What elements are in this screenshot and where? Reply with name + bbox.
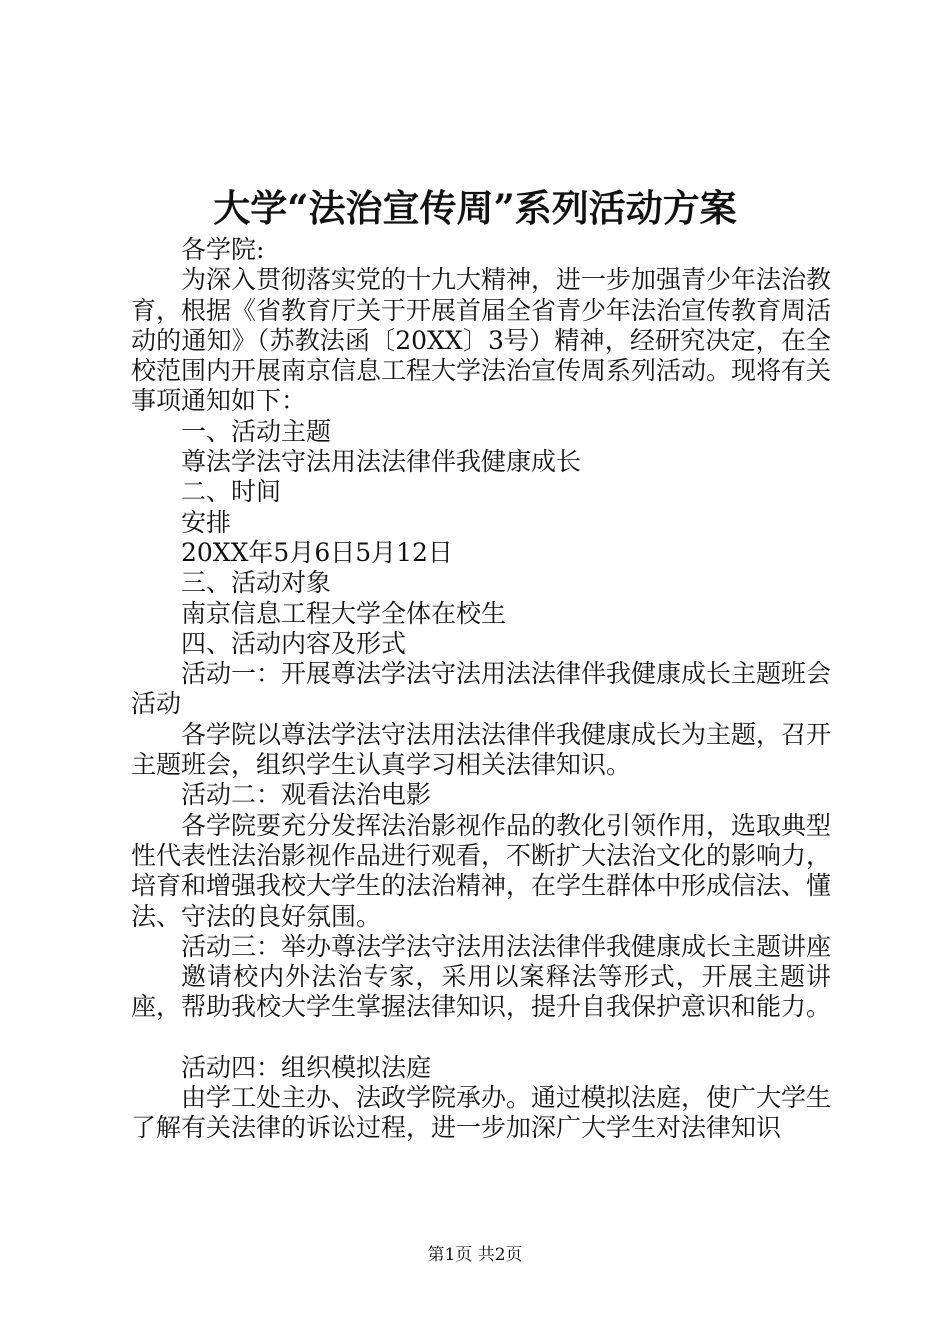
section-heading-audience: 三、活动对象 xyxy=(181,568,332,598)
theme-text: 尊法学法守法用法法律伴我健康成长 xyxy=(181,447,582,477)
section-heading-theme: 一、活动主题 xyxy=(181,416,332,446)
activity-1-text: 各学院以尊法学法守法用法法律伴我健康成长为主题，召开主题班会，组织学生认真学习相关法律知识。 xyxy=(131,719,832,780)
document-body xyxy=(131,235,831,1144)
section-heading-content: 四、活动内容及形式 xyxy=(181,628,407,658)
activity-4-text: 由学工处主办、法政学院承办。通过模拟法庭，使广大学生了解有关法律的诉讼过程，进一步加深广大学生对法律知识 xyxy=(131,1083,832,1143)
activity-3-text: 邀请校内外法治专家，采用以案释法等形式，开展主题讲座，帮助我校大学生掌握法律知识，提升自我保护意识和能力。 xyxy=(131,962,832,1022)
time-text: 20XX年5月6日5月12日 xyxy=(181,537,453,567)
activity-4-heading: 活动四：组织模拟法庭 xyxy=(181,1052,432,1082)
section-heading-time: 二、时间 xyxy=(181,477,282,507)
salutation: 各学院: xyxy=(181,235,265,264)
activity-1-heading: 活动一：开展尊法学法守法用法法律伴我健康成长主题班会活动 xyxy=(131,659,832,719)
page-footer: 第1页 共2页 xyxy=(427,1245,523,1265)
activity-3-heading: 活动三：举办尊法学法守法用法法律伴我健康成长主题讲座 xyxy=(181,931,832,961)
paragraph-gap xyxy=(131,1023,831,1053)
arrangement-label: 安排 xyxy=(181,507,232,537)
intro-paragraph: 为深入贯彻落实党的十九大精神，进一步加强青少年法治教育，根据《省教育厅关于开展首届全省青少年法治宣传教育周活动的通知》（苏教法函〔20XX〕3号）精神，经研究决定，在全校范围内开展南京信息工程大学法治宣传周系列活动。现将有关事项通知如下： xyxy=(131,265,832,416)
activity-2-heading: 活动二：观看法治电影 xyxy=(181,780,432,810)
activity-2-text: 各学院要充分发挥法治影视作品的教化引领作用，选取典型性代表性法治影视作品进行观看，不断扩大法治文化的影响力，培育和增强我校大学生的法治精神，在学生群体中形成信法、懂法、守法的良好氛围。 xyxy=(131,810,832,931)
audience-text: 南京信息工程大学全体在校生 xyxy=(181,598,507,628)
document-title: 大学“法治宣传周”系列活动方案 xyxy=(213,186,737,230)
